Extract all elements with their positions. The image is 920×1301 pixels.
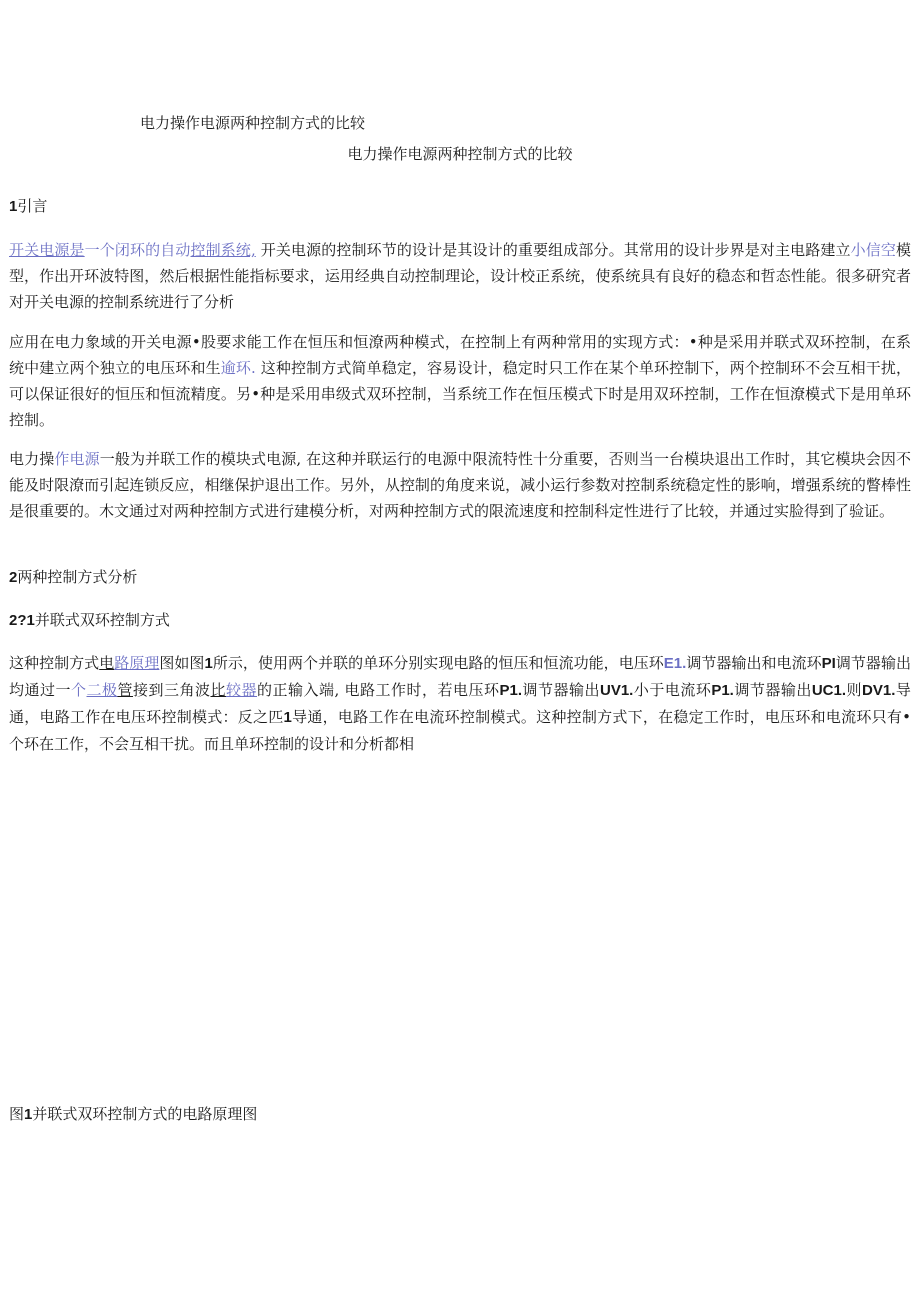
link-diode-tail[interactable]: 管	[117, 681, 133, 699]
link-loop[interactable]: 逾环.	[220, 359, 256, 377]
text-run: 这种控制方式简单稳定，容易设计，稳定时只工作在某个单环控制下，两个控制环不会互相干扰，可以保证很好的恒压和恒流精度。另•种是采用串级式双环控制，当系统工作在恒压模式下时是用双环控制，工作在恒潦模式下是用单环控制。	[9, 359, 911, 429]
symbol-dv1: DV1.	[862, 682, 896, 699]
subsection-title: 并联式双环控制方式	[34, 611, 170, 629]
link-circuit-principle[interactable]: 路原理	[114, 654, 160, 672]
link-diode[interactable]: 二极	[86, 681, 118, 699]
link-comparator[interactable]: 较器	[225, 681, 257, 699]
text-run: 所示，使用两个并联的单环分别实现电路的恒压和恒流功能，电压环	[212, 654, 664, 672]
link-one[interactable]: 个	[71, 681, 87, 699]
subsection-number: 2?1	[9, 612, 35, 629]
text-run: 的正输入端, 电路工作时，若电压环	[256, 681, 500, 699]
subsection-heading	[9, 609, 170, 630]
symbol-p1: P1.	[499, 682, 522, 699]
section-title: 引言	[17, 197, 48, 215]
text-run: 调节器输出	[522, 681, 600, 699]
section-title: 两种控制方式分析	[17, 568, 138, 586]
link-circuit[interactable]: 电	[99, 654, 115, 672]
text-run: 则	[846, 681, 863, 699]
text-run: 电力操	[9, 450, 55, 468]
link-switching-power[interactable]: 开关电源是	[9, 241, 85, 259]
figure-ref: 1	[204, 655, 213, 672]
symbol-one: 1	[283, 709, 292, 726]
paragraph-3	[9, 446, 911, 524]
paragraph-1	[9, 237, 911, 315]
caption-text: 并联式双环控制方式的电路原理图	[32, 1105, 258, 1123]
text-run: 应用在电力象域的开关电源•股要求能工作在恒压和恒潦两种模式，在控制上有两种常用的实现方式：•种是采用并联式双环控制，在系统中建立两个独立的电压环和生	[9, 333, 911, 377]
text-run: 小于电流环	[633, 681, 712, 699]
section-number: 2	[9, 569, 18, 586]
section-heading-analysis	[9, 566, 137, 587]
link-e1[interactable]: E1.	[663, 655, 687, 672]
text-run: 这种控制方式	[9, 654, 100, 672]
text-run: 调节器输出	[733, 681, 812, 699]
text-run: 导通，电路工作在电压环控制模式：反之匹	[9, 681, 911, 726]
paragraph-4	[9, 650, 911, 757]
symbol-pi: PI	[821, 655, 836, 672]
text-run: 模型，作出开环波特图，然后根据性能指标要求，运用经典自动控制理论，设计校正系统，使系统具有良好的稳态和哲态性能。很多研究者对开关电源的控制系统进行了分析	[9, 241, 911, 311]
caption-prefix: 图	[9, 1105, 25, 1123]
section-heading-intro	[9, 195, 47, 216]
doc-title-text: 电力操作电源两种控制方式的比较	[140, 114, 366, 132]
text-run: 一个闭环的自动	[84, 241, 191, 259]
figure-caption	[9, 1103, 257, 1124]
doc-title-centered	[0, 143, 920, 164]
paragraph-2	[9, 329, 911, 433]
text-run: 调节器输出均通过一	[9, 654, 911, 699]
link-control-system[interactable]: 控制系统,	[190, 241, 256, 259]
link-comparator-head[interactable]: 比	[210, 681, 226, 699]
doc-title-centered-text: 电力操作电源两种控制方式的比较	[347, 145, 573, 163]
link-small-signal[interactable]: 小信空	[850, 241, 896, 259]
symbol-uc1: UC1.	[811, 682, 847, 699]
text-run: 导通，电路工作在电流环控制模式。这种控制方式下，在稳定工作时，电压环和电流环只有•个环在工作，不会互相干扰。而且单环控制的设计和分析都相	[9, 708, 911, 753]
caption-number: 1	[24, 1106, 33, 1123]
symbol-uv1: UV1.	[599, 682, 634, 699]
text-run: 一般为并联工作的模块式电源, 在这种并联运行的电源中限流特性十分重要，否则当一台模块退出工作时，其它模块会因不能及时限潦而引起连锁反应，相继保护退出工作。另外，从控制的角度来说，减小运行参数对控制系统稳定性的影响，增强系统的瞥棒性是很重要的。木文通过对两种控制方式进行建模分析，对两种控制方式的限流速度和控制科定性进行了比较，并通过实脸得到了验证。	[9, 450, 911, 520]
text-run: 调节器输出和电流环	[686, 654, 822, 672]
symbol-p1: P1.	[711, 682, 734, 699]
section-number: 1	[9, 198, 18, 215]
link-power-supply[interactable]: 作电源	[54, 450, 100, 468]
text-run: 图如图	[159, 654, 205, 672]
text-run: 开关电源的控制环节的设计是其设计的重要组成部分。其常用的设计步界是对主电路建立	[255, 241, 851, 259]
text-run: 接到三角波	[133, 681, 211, 699]
doc-title	[140, 112, 365, 133]
